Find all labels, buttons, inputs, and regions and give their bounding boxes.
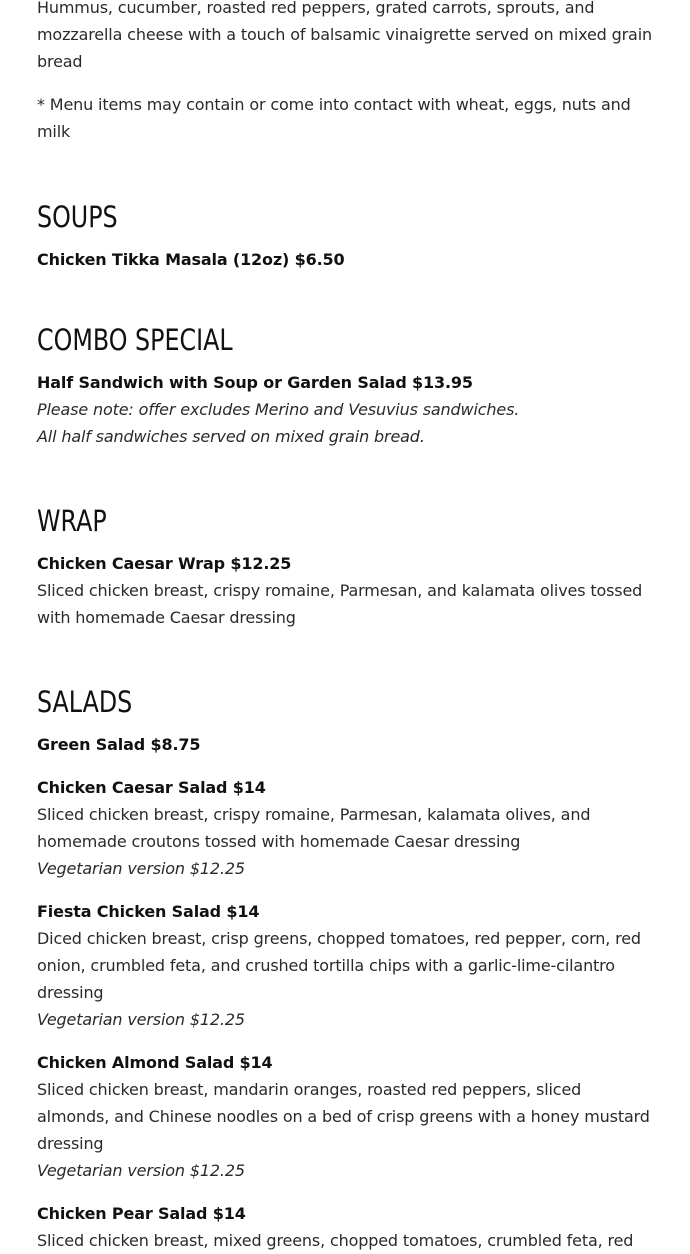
wrap-item-description: Sliced chicken breast, crispy romaine, Parmesan, and kalamata olives tossed with homemade Caesar dressing	[37, 581, 643, 627]
combo-note-1: Please note: offer excludes Merino and Vesuvius sandwiches.	[37, 400, 520, 419]
green-salad-title: Green Salad $8.75	[37, 735, 201, 754]
caesar-salad-vegetarian: Vegetarian version $12.25	[37, 859, 245, 878]
section-heading-wrap: WRAP	[37, 504, 107, 538]
sandwich-description: Hummus, cucumber, roasted red peppers, grated carrots, sprouts, and mozzarella cheese with a touch of balsamic vinaigrette served on mixed grain bread	[37, 0, 652, 71]
pear-salad-title: Chicken Pear Salad $14	[37, 1204, 246, 1223]
caesar-salad-title: Chicken Caesar Salad $14	[37, 778, 266, 797]
almond-salad-title: Chicken Almond Salad $14	[37, 1053, 273, 1072]
combo-note-2: All half sandwiches served on mixed grain bread.	[37, 427, 425, 446]
section-heading-soups: SOUPS	[37, 200, 118, 234]
section-heading-salads: SALADS	[37, 685, 133, 719]
combo-item-title: Half Sandwich with Soup or Garden Salad $13.95	[37, 373, 473, 392]
fiesta-salad-title: Fiesta Chicken Salad $14	[37, 902, 260, 921]
soup-item-title: Chicken Tikka Masala (12oz) $6.50	[37, 250, 345, 269]
section-heading-combo: COMBO SPECIAL	[37, 323, 233, 357]
allergen-note: * Menu items may contain or come into contact with wheat, eggs, nuts and milk	[37, 95, 631, 141]
caesar-salad-description: Sliced chicken breast, crispy romaine, Parmesan, kalamata olives, and homemade croutons tossed with homemade Caesar dressing	[37, 805, 591, 851]
menu-page	[37, 0, 657, 1254]
almond-salad-description: Sliced chicken breast, mandarin oranges, roasted red peppers, sliced almonds, and Chinese noodles on a bed of crisp greens with a honey mustard dressing	[37, 1080, 650, 1153]
fiesta-salad-vegetarian: Vegetarian version $12.25	[37, 1010, 245, 1029]
pear-salad-description: Sliced chicken breast, mixed greens, chopped tomatoes, crumbled feta, red	[37, 1231, 634, 1250]
almond-salad-vegetarian: Vegetarian version $12.25	[37, 1161, 245, 1180]
fiesta-salad-description: Diced chicken breast, crisp greens, chopped tomatoes, red pepper, corn, red onion, crumbled feta, and crushed tortilla chips with a garlic-lime-cilantro dressing	[37, 929, 641, 1002]
wrap-item-title: Chicken Caesar Wrap $12.25	[37, 554, 292, 573]
